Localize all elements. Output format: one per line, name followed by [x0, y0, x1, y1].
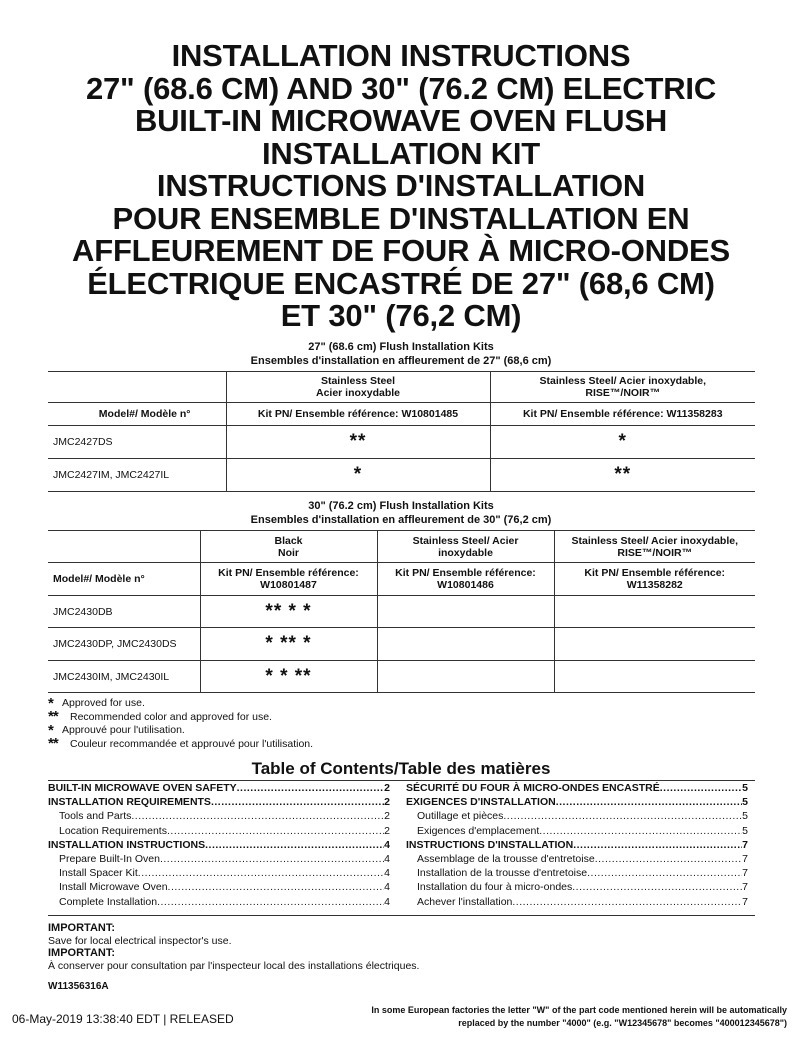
toc-entry[interactable]: Install Microwave Oven ..... 4 [48, 880, 390, 894]
mark-cell: * * ** [200, 661, 377, 693]
table30-caption-fr: Ensembles d'installation en affleurement de 30" (76,2 cm) [250, 514, 552, 526]
toc-entry[interactable]: Complete Installation ..... 4 [48, 895, 390, 909]
toc-entry[interactable]: INSTALLATION INSTRUCTIONS ..... 4 [48, 838, 390, 852]
table30-model-header: Model#/ Modèle n° [48, 563, 200, 596]
mark-cell [554, 661, 755, 693]
title-line-fr: AFFLEUREMENT DE FOUR À MICRO-ONDES [72, 233, 730, 268]
mark-cell [554, 628, 755, 661]
table-row [48, 628, 755, 661]
title-line-fr: INSTRUCTIONS D'INSTALLATION [156, 168, 646, 203]
table30-finish-header: Stainless Steel/ Acier inoxydable [377, 531, 554, 563]
legend-text: Approuvé pour l'utilisation. [62, 724, 185, 736]
toc-entry[interactable]: Assemblage de la trousse d'entretoise ..... 7 [406, 852, 748, 866]
toc-entry[interactable]: Prepare Built-In Oven ..... 4 [48, 852, 390, 866]
title-line: BUILT-IN MICROWAVE OVEN FLUSH [134, 103, 668, 138]
table30-kit-header: Kit PN/ Ensemble référence: W10801487 [200, 563, 377, 596]
legend-text: Couleur recommandée et approuvé pour l'utilisation. [70, 737, 314, 750]
toc-entry[interactable]: Achever l'installation ..... 7 [406, 895, 748, 909]
toc-entry[interactable]: SÉCURITÉ DU FOUR À MICRO-ONDES ENCASTRÉ ..... 5 [406, 781, 748, 795]
table27-caption [0, 340, 802, 368]
table30-finish-header: Stainless Steel/ Acier inoxydable, RISE™/NOIR™ [554, 531, 755, 563]
star-icon: * [48, 721, 54, 739]
legend-item [48, 694, 313, 712]
table30-empty-header [48, 531, 200, 563]
toc-entry[interactable]: Tools and Parts ..... 2 [48, 809, 390, 823]
table-row [48, 459, 755, 492]
toc-entry[interactable]: Location Requirements ..... 2 [48, 824, 390, 838]
table30-kit-header: Kit PN/ Ensemble référence: W11358282 [554, 563, 755, 596]
legend-text: Recommended color and approved for use. [70, 710, 272, 723]
model-cell: JMC2430DP, JMC2430DS [48, 628, 200, 661]
mark-cell [377, 661, 554, 693]
mark-cell: * [226, 459, 490, 492]
toc-title: Table of Contents/Table des matières [251, 759, 551, 778]
table27-finish-header: Stainless Steel Acier inoxydable [226, 372, 490, 403]
table27-caption-fr: Ensembles d'installation en affleurement de 27" (68,6 cm) [250, 355, 552, 367]
important-text-fr: À conserver pour consultation par l'inspecteur local des installations électriques. [48, 959, 420, 972]
model-cell: JMC2430DB [48, 596, 200, 628]
important-heading: IMPORTANT: [48, 922, 116, 934]
legend-text: Approved for use. [62, 697, 145, 709]
table-30-kits [48, 530, 755, 693]
important-heading-fr: IMPORTANT: [48, 947, 116, 959]
table-row [48, 426, 755, 459]
title-line: 27" (68.6 CM) AND 30" (76.2 CM) ELECTRIC [85, 70, 717, 106]
table27-kit-header: Kit PN/ Ensemble référence: W10801485 [226, 403, 490, 426]
important-notice [48, 922, 419, 972]
document-title [0, 40, 802, 333]
title-line-fr: ÉLECTRIQUE ENCASTRÉ DE 27" (68,6 CM) [87, 265, 715, 301]
mark-cell: ** [226, 426, 490, 459]
double-star-icon: ** [48, 708, 58, 726]
toc-column-en [48, 781, 390, 909]
star-icon: * [48, 694, 54, 712]
legend-item [48, 721, 313, 739]
part-number: W11356316A [48, 981, 109, 992]
model-cell: JMC2427IM, JMC2427IL [48, 459, 226, 492]
toc-entry[interactable]: BUILT-IN MICROWAVE OVEN SAFETY ..... 2 [48, 781, 390, 795]
table-27-kits [48, 371, 755, 492]
mark-cell: * ** * [200, 628, 377, 661]
toc-entry[interactable]: Installation du four à micro-ondes ..... 7 [406, 880, 748, 894]
toc-entry[interactable]: Outillage et pièces ..... 5 [406, 809, 748, 823]
mark-cell [554, 596, 755, 628]
legend [48, 694, 314, 753]
table30-caption [0, 499, 802, 527]
title-line: INSTALLATION INSTRUCTIONS [171, 38, 631, 73]
mark-cell [377, 628, 554, 661]
mark-cell: * [490, 426, 755, 459]
table27-empty-header [48, 372, 226, 403]
table30-finish-header: Black Noir [200, 531, 377, 563]
toc-entry[interactable]: Install Spacer Kit ..... 4 [48, 866, 390, 880]
mark-cell: ** [490, 459, 755, 492]
double-star-icon: ** [48, 735, 58, 753]
table-row [48, 596, 755, 628]
toc-entry[interactable]: EXIGENCES D'INSTALLATION ..... 5 [406, 795, 748, 809]
table27-kit-header: Kit PN/ Ensemble référence: W11358283 [490, 403, 755, 426]
toc-bottom-rule [48, 915, 755, 916]
mark-cell [377, 596, 554, 628]
toc-entry[interactable]: Exigences d'emplacement ..... 5 [406, 824, 748, 838]
table30-kit-header: Kit PN/ Ensemble référence: W10801486 [377, 563, 554, 596]
toc-entry[interactable]: Installation de la trousse d'entretoise ..... 7 [406, 866, 748, 880]
legend-item [48, 735, 314, 753]
toc-column-fr [406, 781, 748, 909]
table27-finish-header: Stainless Steel/ Acier inoxydable, RISE™/NOIR™ [490, 372, 755, 403]
toc-entry[interactable]: INSTRUCTIONS D'INSTALLATION ..... 7 [406, 838, 748, 852]
title-line-fr: ET 30" (76,2 CM) [280, 298, 522, 333]
table-row [48, 661, 755, 693]
table27-caption-en: 27" (68.6 cm) Flush Installation Kits [308, 341, 494, 353]
model-cell: JMC2427DS [48, 426, 226, 459]
toc-entry[interactable]: INSTALLATION REQUIREMENTS ..... 2 [48, 795, 390, 809]
model-cell: JMC2430IM, JMC2430IL [48, 661, 200, 693]
title-line-fr: POUR ENSEMBLE D'INSTALLATION EN [112, 200, 690, 236]
title-line: INSTALLATION KIT [261, 135, 541, 171]
table27-model-header: Model#/ Modèle n° [48, 403, 226, 426]
footer-note: In some European factories the letter "W" of the part code mentioned herein will be automatically replaced by the number "4000" (e.g. "W12345678" becomes "400012345678") [371, 1005, 787, 1028]
mark-cell: ** * * [200, 596, 377, 628]
legend-item [48, 708, 313, 726]
release-stamp: 06-May-2019 13:38:40 EDT | RELEASED [12, 1012, 234, 1026]
important-text: Save for local electrical inspector's use. [48, 934, 232, 947]
table30-caption-en: 30" (76.2 cm) Flush Installation Kits [308, 500, 494, 512]
